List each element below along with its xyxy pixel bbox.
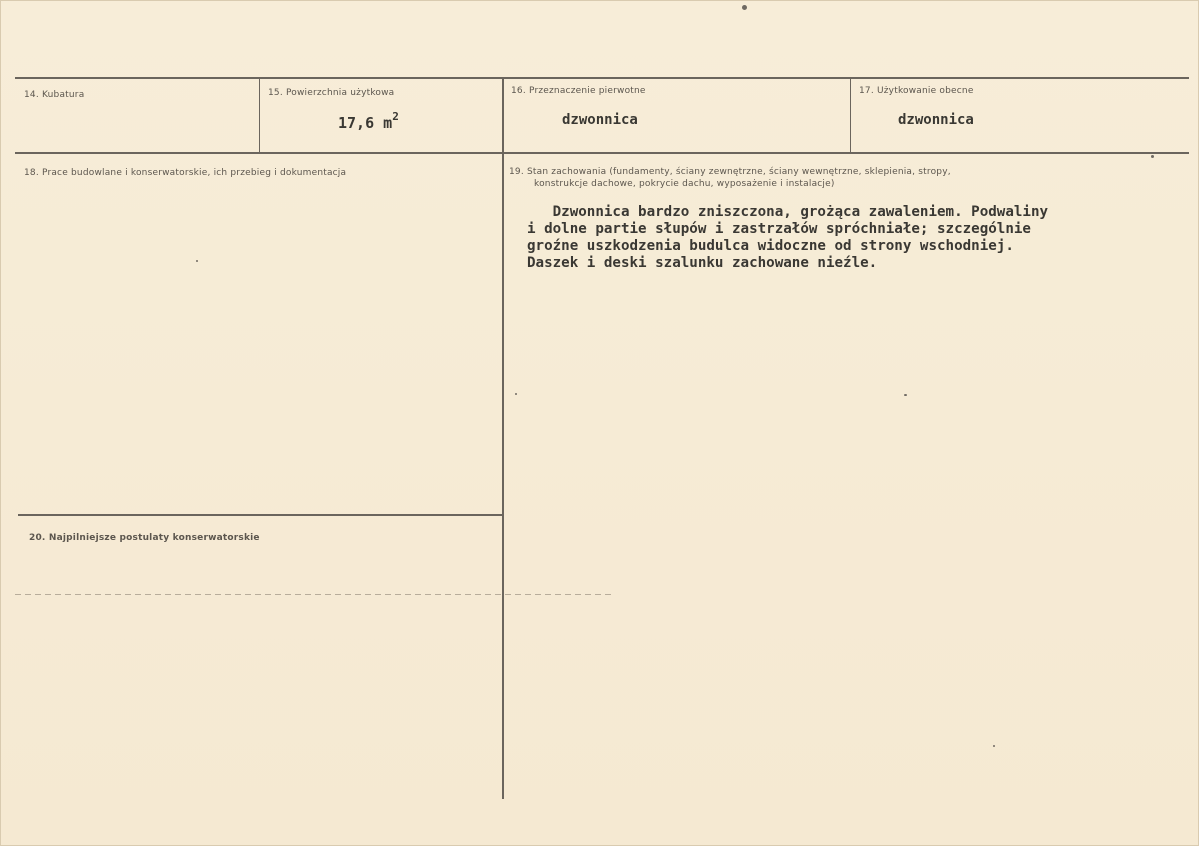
paper-speck: [196, 260, 198, 262]
paper-speck: [1151, 155, 1154, 158]
field-19-line-4: Daszek i deski szalunku zachowane nieźle.: [527, 255, 878, 271]
area-unit-exponent: 2: [392, 110, 399, 123]
paper-speck: [515, 393, 517, 395]
faint-dashed-line: [15, 594, 615, 595]
divider-14-15: [259, 79, 260, 152]
field-19-label-line2: konstrukcje dachowe, pokrycie dachu, wyposażenie i instalacje): [534, 179, 835, 189]
field-15-label: 15. Powierzchnia użytkowa: [268, 88, 395, 98]
field-20-label: 20. Najpilniejsze postulaty konserwatorskie: [29, 533, 260, 543]
paper-speck: [742, 5, 747, 10]
field-16-label: 16. Przeznaczenie pierwotne: [511, 86, 646, 96]
middle-rule: [15, 152, 1189, 154]
area-value: 17,6 m: [338, 114, 393, 132]
field-17-label: 17. Użytkowanie obecne: [859, 86, 974, 96]
field-17-value: dzwonnica: [898, 112, 974, 128]
paper-speck: [904, 394, 907, 396]
field-19-line-2: i dolne partie słupów i zastrzałów spróchniałe; szczególnie: [527, 221, 1031, 237]
field-18-label: 18. Prace budowlane i konserwatorskie, ich przebieg i dokumentacja: [24, 168, 347, 178]
field-19-line-1: Dzwonnica bardzo zniszczona, grożąca zawaleniem. Podwaliny: [527, 204, 1049, 220]
divider-15-16: [502, 79, 504, 799]
paper-speck: [993, 745, 995, 747]
field-14-label: 14. Kubatura: [24, 90, 85, 100]
field-15-value: [338, 112, 399, 132]
rule-18-20: [18, 514, 502, 516]
field-19-line-3: groźne uszkodzenia budulca widoczne od strony wschodniej.: [527, 238, 1014, 254]
field-19-label-line1: 19. Stan zachowania (fundamenty, ściany zewnętrzne, ściany wewnętrzne, sklepienia, stropy,: [509, 167, 951, 177]
field-16-value: dzwonnica: [562, 112, 638, 128]
divider-16-17: [850, 79, 851, 152]
top-rule: [15, 77, 1189, 79]
